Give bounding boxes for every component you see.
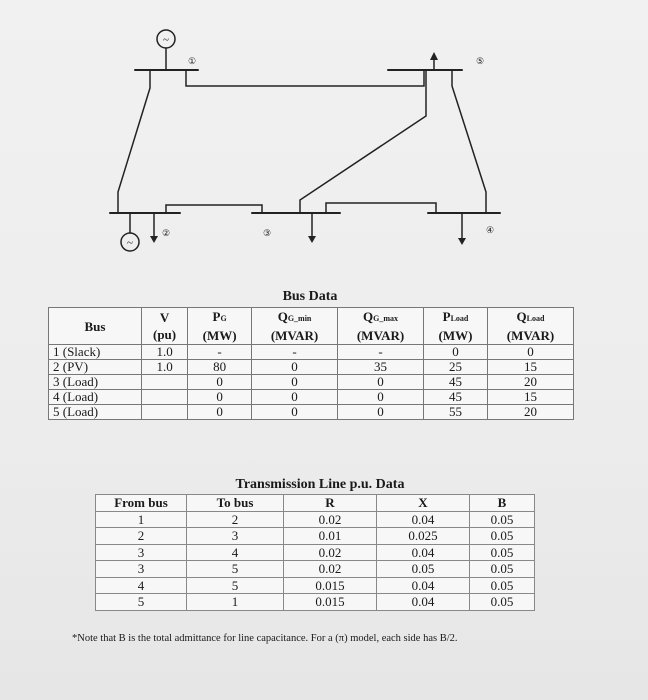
bus-cell-qgmax: 35	[338, 360, 424, 375]
bus-cell-v: 1.0	[142, 360, 188, 375]
line-1-2	[118, 70, 150, 213]
load-2-arrowhead	[150, 236, 158, 243]
line-2-3	[166, 205, 262, 213]
bus-table-row	[49, 345, 574, 360]
line-1-5	[186, 70, 424, 86]
bus-data-table	[48, 307, 574, 420]
bus-cell-bus: 2 (PV)	[49, 360, 142, 375]
line-table-row	[96, 511, 535, 528]
line-cell-from: 3	[96, 544, 187, 561]
bus-table-header-row	[49, 308, 574, 345]
bus-cell-bus: 3 (Load)	[49, 375, 142, 390]
bus-table-row	[49, 360, 574, 375]
bus-cell-pload: 0	[424, 345, 488, 360]
line-cell-from: 2	[96, 528, 187, 545]
gen-1-symbol: ~	[163, 34, 169, 46]
bus-cell-qload: 0	[487, 345, 573, 360]
line-cell-to: 5	[187, 561, 284, 578]
bus-table-row	[49, 405, 574, 420]
gen-2-symbol: ~	[127, 237, 133, 249]
line-cell-b: 0.05	[470, 511, 535, 528]
bus-data-title: Bus Data	[282, 289, 338, 304]
bus-cell-pg: 0	[188, 405, 252, 420]
line-cell-b: 0.05	[470, 594, 535, 611]
bus-cell-pload: 25	[424, 360, 488, 375]
load-4-arrowhead	[458, 238, 466, 245]
line-cell-x: 0.04	[377, 511, 470, 528]
line-table-row	[96, 594, 535, 611]
generator-2-icon	[121, 233, 139, 251]
bus-label-5: ⑤	[476, 56, 485, 66]
line-table-row	[96, 561, 535, 578]
line-cell-to: 5	[187, 577, 284, 594]
line-cell-x: 0.05	[377, 561, 470, 578]
bus-cell-qgmax: 0	[338, 390, 424, 405]
bus-table-row	[49, 390, 574, 405]
bus-label-4: ④	[486, 225, 495, 235]
generator-1-icon	[157, 30, 175, 48]
bus-cell-pload: 45	[424, 390, 488, 405]
line-cell-r: 0.015	[284, 577, 377, 594]
line-cell-b: 0.05	[470, 544, 535, 561]
line-cell-to: 4	[187, 544, 284, 561]
line-cell-r: 0.02	[284, 544, 377, 561]
bus-cell-pg: 0	[188, 390, 252, 405]
bus-cell-qload: 15	[487, 390, 573, 405]
col-qgmin: QG_min (MVAR)	[252, 308, 338, 345]
line-cell-x: 0.04	[377, 594, 470, 611]
bus-cell-bus: 4 (Load)	[49, 390, 142, 405]
line-table-row	[96, 577, 535, 594]
line-cell-to: 3	[187, 528, 284, 545]
bus-table-row	[49, 375, 574, 390]
line-cell-x: 0.04	[377, 544, 470, 561]
bus-cell-qgmin: 0	[252, 360, 338, 375]
col-from-bus: From bus	[96, 495, 187, 512]
line-data-table	[95, 494, 535, 611]
bus-cell-qgmin: 0	[252, 375, 338, 390]
bus-cell-qgmin: 0	[252, 390, 338, 405]
col-bus: Bus	[49, 308, 142, 345]
line-cell-b: 0.05	[470, 561, 535, 578]
bus-label-2: ②	[162, 228, 171, 238]
line-cell-r: 0.02	[284, 561, 377, 578]
bus-cell-qgmax: 0	[338, 375, 424, 390]
footnote: *Note that B is the total admittance for line capacitance. For a (π) model, each side has B/2.	[72, 633, 458, 644]
line-3-5	[300, 70, 426, 213]
line-cell-r: 0.02	[284, 511, 377, 528]
col-x: X	[377, 495, 470, 512]
col-v: V (pu)	[142, 308, 188, 345]
bus-cell-v: 1.0	[142, 345, 188, 360]
line-cell-r: 0.015	[284, 594, 377, 611]
bus-cell-qload: 15	[487, 360, 573, 375]
bus-cell-v	[142, 390, 188, 405]
col-qgmax: QG_max (MVAR)	[338, 308, 424, 345]
line-table-header-row	[96, 495, 535, 512]
col-pload: PLoad (MW)	[424, 308, 488, 345]
bus-cell-pload: 55	[424, 405, 488, 420]
line-data-title: Transmission Line p.u. Data	[235, 477, 405, 492]
bus-cell-bus: 1 (Slack)	[49, 345, 142, 360]
line-cell-r: 0.01	[284, 528, 377, 545]
col-to-bus: To bus	[187, 495, 284, 512]
bus-cell-pg: -	[188, 345, 252, 360]
line-cell-from: 5	[96, 594, 187, 611]
bus-cell-qgmax: 0	[338, 405, 424, 420]
line-cell-b: 0.05	[470, 577, 535, 594]
bus-cell-pg: 80	[188, 360, 252, 375]
line-cell-x: 0.025	[377, 528, 470, 545]
line-cell-to: 2	[187, 511, 284, 528]
line-cell-x: 0.04	[377, 577, 470, 594]
load-5-arrowhead	[430, 52, 438, 60]
line-cell-from: 3	[96, 561, 187, 578]
bus-cell-v	[142, 375, 188, 390]
bus-cell-qload: 20	[487, 375, 573, 390]
bus-cell-v	[142, 405, 188, 420]
line-5-4	[452, 70, 486, 213]
bus-cell-pload: 45	[424, 375, 488, 390]
line-cell-from: 4	[96, 577, 187, 594]
col-r: R	[284, 495, 377, 512]
bus-cell-qgmax: -	[338, 345, 424, 360]
bus-cell-qgmin: -	[252, 345, 338, 360]
line-cell-to: 1	[187, 594, 284, 611]
bus-cell-pg: 0	[188, 375, 252, 390]
col-b: B	[470, 495, 535, 512]
line-table-row	[96, 544, 535, 561]
bus-label-1: ①	[188, 56, 197, 66]
bus-cell-bus: 5 (Load)	[49, 405, 142, 420]
bus-cell-qgmin: 0	[252, 405, 338, 420]
line-3-4	[326, 203, 436, 213]
line-cell-b: 0.05	[470, 528, 535, 545]
bus-label-3: ③	[263, 228, 272, 238]
line-cell-from: 1	[96, 511, 187, 528]
line-table-row	[96, 528, 535, 545]
col-pg: PG (MW)	[188, 308, 252, 345]
load-3-arrowhead	[308, 236, 316, 243]
one-line-diagram	[0, 0, 648, 290]
col-qload: QLoad (MVAR)	[487, 308, 573, 345]
bus-cell-qload: 20	[487, 405, 573, 420]
